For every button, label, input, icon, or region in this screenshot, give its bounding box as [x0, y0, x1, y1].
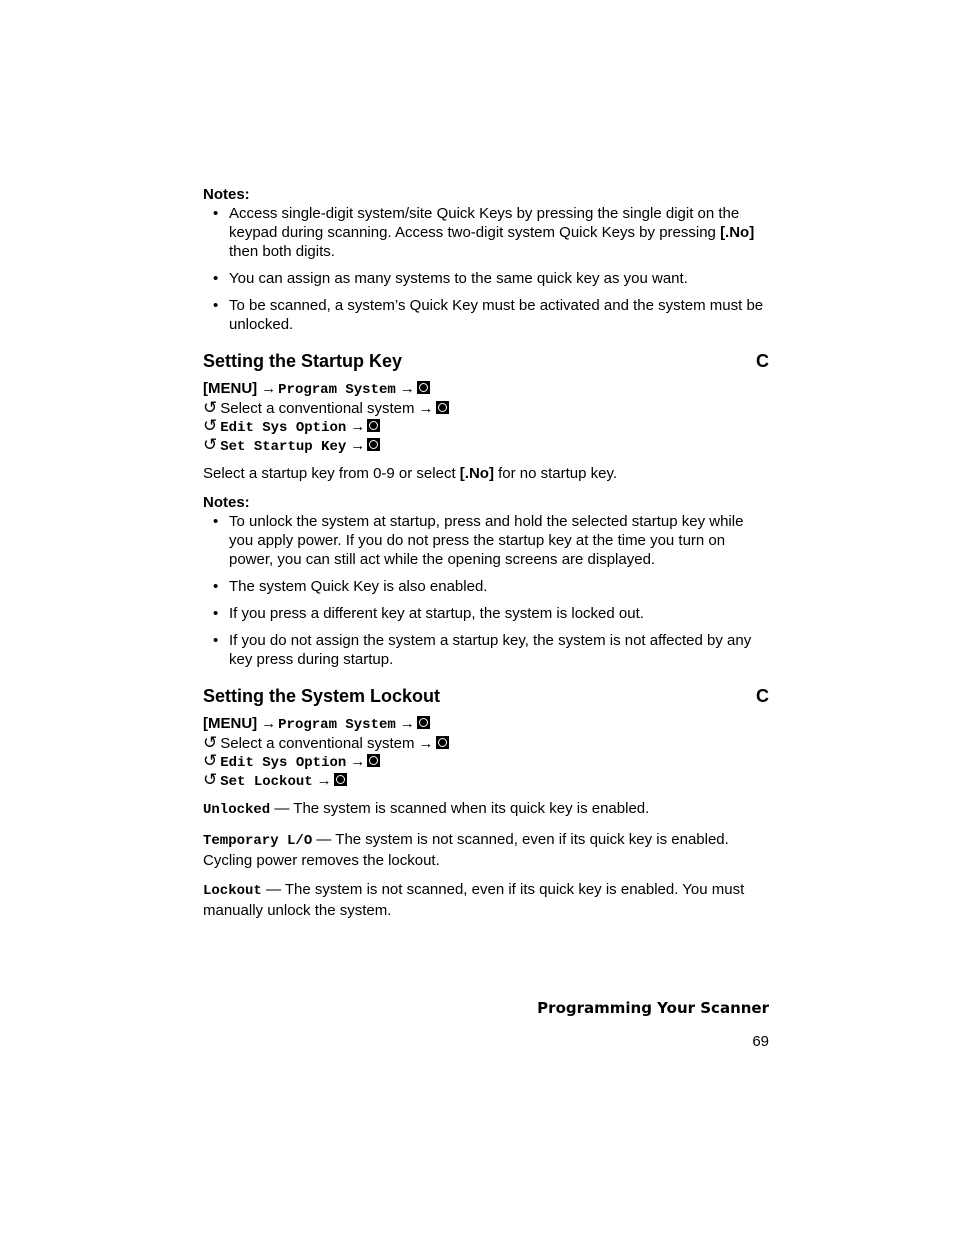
- enter-key-icon: [436, 736, 449, 749]
- menu-step: Set Lockout: [220, 773, 313, 790]
- menu-path-line: [203, 752, 769, 771]
- option-description: Unlocked — The system is scanned when its quick key is enabled.: [203, 800, 650, 818]
- menu-key-label: [MENU]: [203, 715, 258, 732]
- list-item: • To be scanned, a system’s Quick Key must be activated and the system must be unlocked.: [213, 297, 764, 333]
- menu-path-line: [203, 436, 769, 455]
- menu-path-line: [203, 380, 769, 399]
- bullet: •: [213, 297, 219, 314]
- list-item: • If you press a different key at startup, the system is locked out.: [213, 605, 644, 622]
- menu-step: Program System: [278, 382, 396, 398]
- menu-key-label: [MENU]: [203, 380, 258, 397]
- menu-path: [203, 715, 769, 789]
- option-description: Temporary L/O — The system is not scanned, even if its quick key is enabled. Cycling power removes the lockout.: [203, 831, 729, 869]
- key-label: [.No]: [720, 224, 755, 241]
- footer-title: Programming Your Scanner: [537, 999, 769, 1017]
- bullet: •: [213, 205, 219, 222]
- section-heading: [203, 685, 769, 707]
- section-description: Select a startup key from 0-9 or select [.No] for no startup key.: [203, 465, 618, 482]
- right-arrow-icon: →: [418, 399, 434, 417]
- list-item: • You can assign as many systems to the same quick key as you want.: [213, 270, 688, 287]
- bullet: •: [213, 513, 219, 530]
- list-item: • To unlock the system at startup, press and hold the selected startup key while you apply power. If you do not press the startup key at the time you turn on power, you can still act while the opening screens are displayed.: [213, 513, 744, 568]
- rotary-knob-icon: ↺: [203, 732, 218, 752]
- rotary-knob-icon: ↺: [203, 397, 218, 417]
- page-number: 69: [752, 1033, 769, 1050]
- right-arrow-icon: →: [418, 734, 434, 752]
- list-item: • If you do not assign the system a startup key, the system is not affected by any key press during startup.: [213, 632, 752, 668]
- menu-path-line: [203, 399, 769, 418]
- menu-path-line: [203, 771, 769, 790]
- menu-step: Edit Sys Option: [220, 420, 347, 436]
- page-content: [203, 185, 769, 930]
- rotary-knob-icon: ↺: [203, 434, 218, 454]
- option-description: Lockout — The system is not scanned, even if its quick key is enabled. You must manually unlock the system.: [203, 881, 745, 919]
- right-arrow-icon: →: [350, 418, 366, 435]
- notes-list: [203, 512, 769, 669]
- right-arrow-icon: →: [399, 380, 415, 397]
- menu-step: Program System: [278, 717, 396, 733]
- menu-path: [203, 380, 769, 454]
- rotary-knob-icon: ↺: [203, 769, 218, 789]
- menu-step: Select a conventional system: [220, 399, 415, 417]
- key-label: [.No]: [459, 465, 494, 482]
- menu-path-line: [203, 417, 769, 436]
- rotary-knob-icon: ↺: [203, 751, 218, 770]
- enter-key-icon: [417, 381, 430, 394]
- rotary-knob-icon: ↺: [203, 416, 218, 435]
- notes-label: Notes:: [203, 186, 250, 203]
- enter-key-icon: [367, 419, 380, 432]
- notes-label: Notes:: [203, 494, 250, 511]
- right-arrow-icon: →: [399, 715, 415, 732]
- right-arrow-icon: →: [350, 436, 366, 454]
- right-arrow-icon: →: [350, 753, 366, 770]
- right-arrow-icon: →: [261, 380, 277, 397]
- mode-badge: C: [756, 686, 769, 706]
- section-heading: [203, 350, 769, 372]
- enter-key-icon: [436, 401, 449, 414]
- right-arrow-icon: →: [261, 715, 277, 732]
- option-term: Lockout: [203, 883, 262, 899]
- bullet: •: [213, 605, 219, 622]
- enter-key-icon: [367, 438, 380, 451]
- section-title: Setting the System Lockout: [203, 686, 441, 706]
- mode-badge: C: [756, 351, 769, 371]
- section-title: Setting the Startup Key: [203, 351, 403, 371]
- menu-step: Set Startup Key: [220, 438, 347, 455]
- enter-key-icon: [367, 754, 380, 767]
- right-arrow-icon: →: [316, 771, 332, 789]
- menu-step: Edit Sys Option: [220, 755, 347, 771]
- bullet: •: [213, 632, 219, 649]
- list-item: • The system Quick Key is also enabled.: [213, 578, 488, 595]
- menu-step: Select a conventional system: [220, 734, 415, 752]
- enter-key-icon: [334, 773, 347, 786]
- enter-key-icon: [417, 716, 430, 729]
- notes-list: [203, 204, 769, 334]
- bullet: •: [213, 270, 219, 287]
- option-term: Temporary L/O: [203, 833, 313, 849]
- list-item: • Access single-digit system/site Quick Keys by pressing the single digit on the keypad during scanning. Access two-digit system Quick Keys by pressing [.No] then both digits.: [213, 205, 755, 260]
- menu-path-line: [203, 715, 769, 734]
- option-term: Unlocked: [203, 802, 271, 818]
- bullet: •: [213, 578, 219, 595]
- menu-path-line: [203, 734, 769, 753]
